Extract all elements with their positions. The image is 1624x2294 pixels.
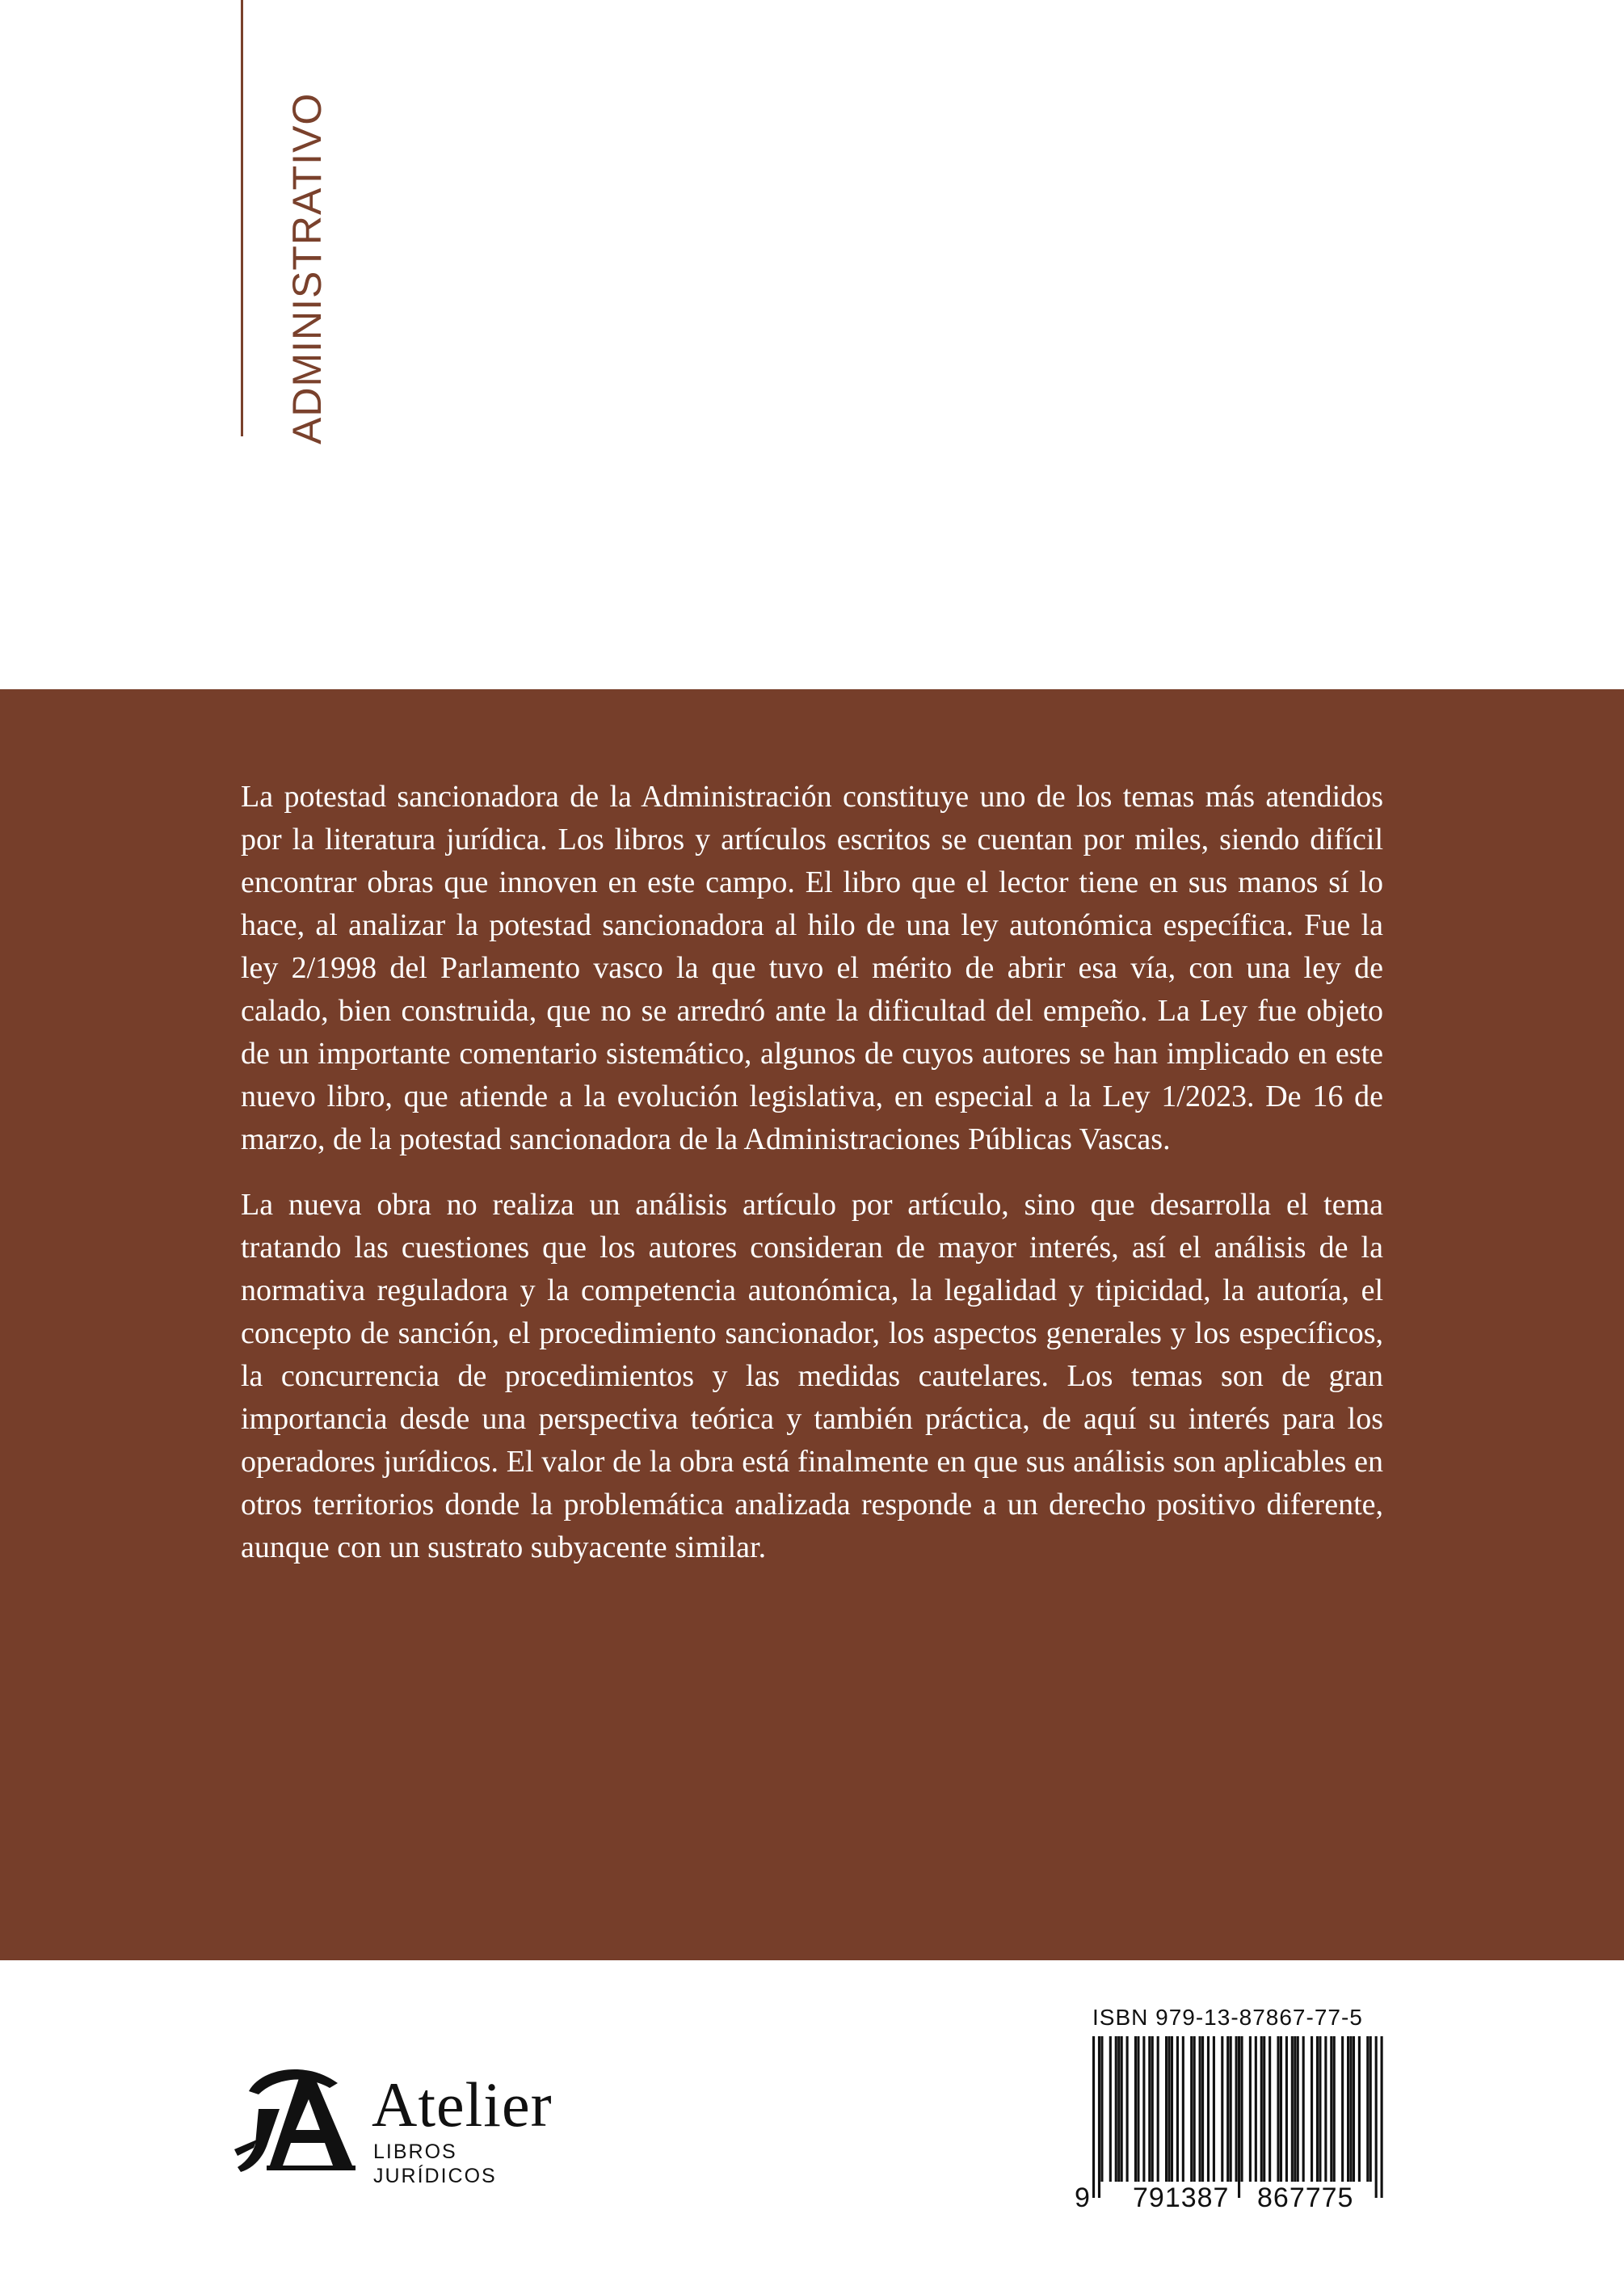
description-paragraph-2: La nueva obra no realiza un análisis artículo por artículo, sino que desarrolla el tema tratando las cuestiones que los autores consideran de mayor interés, así el análisis de la normativa reguladora y la competencia autonómica, la legalidad y tipicidad, la autoría, el concepto de sanción, el procedimiento sancionador, los aspectos generales y los específicos, la concurrencia de procedimientos y las medidas cautelares. Los temas son de gran importancia desde una perspectiva teórica y también práctica, de aquí su interés para los operadores jurídicos. El valor de la obra está finalmente en que sus análisis son aplicables en otros territorios donde la problemática analizada responde a un derecho positivo diferente, aunque con un sustrato subyacente similar. bbox=[241, 1188, 1383, 1564]
publisher-subtitle: LIBROS JURÍDICOS bbox=[373, 2140, 497, 2187]
atelier-a-logo-icon bbox=[234, 2059, 364, 2180]
description-paragraph-1: La potestad sancionadora de la Administración constituye uno de los temas más atendidos por la literatura jurídica. Los libros y artículos escritos se cuentan por miles, siendo difícil encontrar obras que innoven en este campo. El libro que el lector tiene en sus manos sí lo hace, al analizar la potestad sancionadora al hilo de una ley autonómica específica. Fue la ley 2/1998 del Parlamento vasco la que tuvo el mérito de abrir esa vía, con una ley de calado, bien construida, que no se arredró ante la dificultad del empeño. La Ley fue objeto de un importante comentario sistemático, algunos de cuyos autores se han implicado en este nuevo libro, que atiende a la evolución legislativa, en especial a la Ley 1/2023. De 16 de marzo, de la potestad sancionadora de la Administraciones Públicas Vascas. bbox=[241, 780, 1383, 1156]
publisher-name: Atelier bbox=[372, 2069, 553, 2140]
barcode-digits-right: 867775 bbox=[1252, 2182, 1358, 2214]
isbn-label: ISBN 979-13-87867-77-5 bbox=[1092, 2005, 1363, 2030]
barcode bbox=[1075, 2004, 1398, 2246]
category-label-wrap bbox=[275, 73, 339, 444]
barcode-digit-lead: 9 bbox=[1075, 2182, 1091, 2213]
barcode-bars bbox=[1092, 2036, 1383, 2198]
publisher-logo bbox=[234, 2059, 574, 2187]
description-text bbox=[241, 776, 1383, 1592]
barcode-digits-left: 791387 bbox=[1128, 2182, 1234, 2214]
category-label: ADMINISTRATIVO bbox=[284, 92, 330, 444]
spine-rule bbox=[241, 0, 243, 436]
